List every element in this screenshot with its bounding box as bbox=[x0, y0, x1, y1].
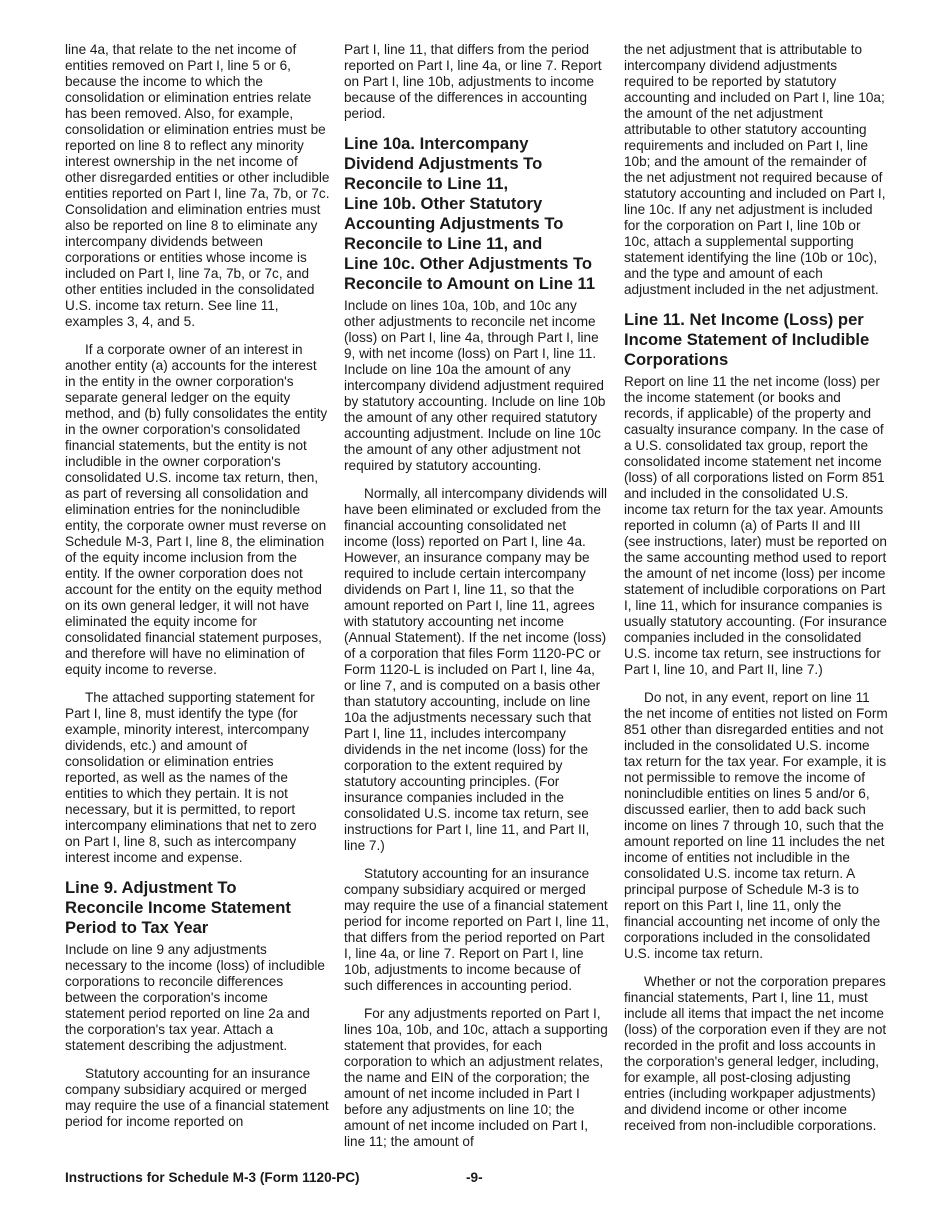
paragraph: If a corporate owner of an interest in another entity (a) accounts for the interest in the entity in the owner corporation's separate general ledger on the equity method, and (b) fully consolidates the entity in the owner corporation's consolidated financial statements, but the entity is not includible in the owner corporation's consolidated U.S. income tax return, then, as part of reversing all consolidation and elimination entries for the nonincludible entity, the corporate owner must reverse on Schedule M-3, Part I, line 8, the elimination of the equity income inclusion from the entity. If the owner corporation does not account for the entity on the equity method on its own general ledger, it will not have eliminated the equity income for consolidated financial statement purposes, and therefore will have no elimination of equity income to reverse. bbox=[65, 342, 328, 677]
paragraph: Normally, all intercompany dividends will have been eliminated or excluded from the financial accounting consolidated net income (loss) reported on Part I, line 4a. However, an insurance company may be required to include certain intercompany dividends on Part I, line 11, so that the amount reported on Part I, line 11, agrees with statutory accounting net income (Annual Statement). If the net income (loss) of a corporation that files Form 1120-PC or Form 1120-L is included on Part I, line 4a, or line 7, and is computed on a basis other than statutory accounting, include on line 10a the adjustments necessary such that Part I, line 11, includes intercompany dividends in the net income (loss) for the corporation to the extent required by statutory accounting principles. (For insurance companies included in the consolidated U.S. income tax return, see instructions for Part I, line 11, and Part II, line 7.) bbox=[344, 486, 608, 853]
heading-line: Reconcile to Amount on Line 11 bbox=[344, 274, 596, 293]
paragraph: Include on line 9 any adjustments necessary to the income (loss) of includible corporations to reconcile differences between the corporation's income statement period reported on line 2a and the corporation's tax year. Attach a statement describing the adjustment. bbox=[65, 942, 325, 1053]
heading-line: Reconcile to Line 11, bbox=[344, 174, 509, 193]
paragraph: The attached supporting statement for Part I, line 8, must identify the type (for example, minority interest, intercompany dividends, etc.) and amount of consolidation or elimination entries reported, as well as the names of the entities to which they pertain. It is not necessary, but it is permitted, to report intercompany eliminations that net to zero on Part I, line 8, such as intercompany interest income and expense. bbox=[65, 690, 317, 865]
heading-line: Dividend Adjustments To bbox=[344, 154, 543, 173]
heading-line: Period to Tax Year bbox=[65, 918, 209, 937]
column-1 bbox=[65, 42, 330, 1142]
heading-line: Corporations bbox=[624, 350, 729, 369]
paragraph: Do not, in any event, report on line 11 the net income of entities not listed on Form 851 other than disregarded entities and not included in the consolidated U.S. income tax return for the tax year. For example, it is not permissible to remove the income of nonincludible entities on lines 5 and/or 6, discussed earlier, then to add back such income on lines 7 through 10, such that the amount reported on line 11 includes the net income of entities not includible in the consolidated U.S. income tax return. A principal purpose of Schedule M-3 is to report on this Part I, line 11, only the financial accounting net income of only the corporations included in the consolidated U.S. income tax return. bbox=[624, 690, 888, 961]
paragraph: For any adjustments reported on Part I, lines 10a, 10b, and 10c, attach a supporting statement that provides, for each corporation to which an adjustment relates, the name and EIN of the corporation; the amount of net income included in Part I before any adjustments on line 10; the amount of net income included on Part I, line 11; the amount of bbox=[344, 1006, 608, 1149]
paragraph: line 4a, that relate to the net income of entities removed on Part I, line 5 or 6, because the income to which the consolidation or elimination entries relate has been removed. Also, for example, consolidation or elimination entries must be reported on line 8 to reflect any minority interest ownership in the net income of other disregarded entities or other includible entities reported on Part I, line 7a, 7b, or 7c. Consolidation and elimination entries must also be reported on line 8 to eliminate any intercompany dividends between corporations or entities whose income is included on Part I, line 7a, 7b, or 7c, and other entities included in the consolidated U.S. income tax return. See line 11, examples 3, 4, and 5. bbox=[65, 42, 330, 329]
heading-line: Accounting Adjustments To bbox=[344, 214, 564, 233]
heading-line: Reconcile Income Statement bbox=[65, 898, 291, 917]
paragraph: Whether or not the corporation prepares financial statements, Part I, line 11, must include all items that impact the net income (loss) of the corporation even if they are not recorded in the profit and loss accounts in the corporation's general ledger, including, for example, all post-closing adjusting entries (including workpaper adjustments) and dividend income or other income received from non-includible corporations. bbox=[624, 974, 887, 1133]
paragraph: the net adjustment that is attributable to intercompany dividend adjustments required to be reported by statutory accounting and included on Part I, line 10a; the amount of the net adjustment attributable to other statutory accounting requirements and included on Part I, line 10b; and the amount of the remainder of the net adjustment not required because of statutory accounting and included on Part I, line 10c. If any net adjustment is included for the corporation on Part I, line 10b or 10c, attach a supplemental supporting statement identifying the line (10b or 10c), and the type and amount of each adjustment included in the net adjustment. bbox=[624, 42, 886, 297]
heading-line: Reconcile to Line 11, and bbox=[344, 234, 543, 253]
paragraph: Include on lines 10a, 10b, and 10c any other adjustments to reconcile net income (loss) on Part I, line 4a, through Part I, line 9, with net income (loss) on Part I, line 11. Include on line 10a the amount of any intercompany dividend adjustment required by statutory accounting. Include on line 10b the amount of any other required statutory accounting adjustment. Include on line 10c the amount of any other adjustment not required by statutory accounting. bbox=[344, 298, 606, 473]
paragraph: Statutory accounting for an insurance company subsidiary acquired or merged may require the use of a financial statement period for income reported on Part I, line 11, that differs from the period reported on Part I, line 4a, or line 7. Report on Part I, line 10b, adjustments to income because of such differences in accounting period. bbox=[344, 866, 609, 993]
heading-line: Line 9. Adjustment To bbox=[65, 878, 237, 897]
section-heading-line-9 bbox=[65, 878, 330, 938]
footer-title: Instructions for Schedule M-3 (Form 1120-PC) bbox=[65, 1170, 360, 1185]
heading-line: Line 10c. Other Adjustments To bbox=[344, 254, 593, 273]
section-heading-line-10 bbox=[344, 134, 609, 294]
section-heading-line-11 bbox=[624, 310, 889, 370]
page-number: -9- bbox=[466, 1170, 483, 1185]
heading-line: Line 11. Net Income (Loss) per bbox=[624, 310, 864, 329]
heading-line: Line 10b. Other Statutory bbox=[344, 194, 543, 213]
paragraph: Part I, line 11, that differs from the period reported on Part I, line 4a, or line 7. Report on Part I, line 10b, adjustments to income because of the differences in accounting period. bbox=[344, 42, 602, 121]
page-footer bbox=[65, 1170, 885, 1188]
heading-line: Line 10a. Intercompany bbox=[344, 134, 529, 153]
paragraph: Report on line 11 the net income (loss) per the income statement (or books and records, if applicable) of the property and casualty insurance company. In the case of a U.S. consolidated tax group, report the consolidated income statement net income (loss) of all corporations listed on Form 851 and included in the consolidated U.S. income tax return for the tax year. Amounts reported in column (a) of Parts II and III (see instructions, later) must be reported on the same accounting method used to report the amount of net income (loss) per income statement of includible corporations on Part I, line 11, which for insurance companies is usually statutory accounting. (For insurance companies included in the consolidated U.S. income tax return, see instructions for Part I, line 10, and Part II, line 7.) bbox=[624, 374, 887, 677]
column-2 bbox=[344, 42, 609, 1162]
paragraph: Statutory accounting for an insurance company subsidiary acquired or merged may require the use of a financial statement period for income reported on bbox=[65, 1066, 329, 1129]
column-3 bbox=[624, 42, 889, 1146]
heading-line: Income Statement of Includible bbox=[624, 330, 870, 349]
